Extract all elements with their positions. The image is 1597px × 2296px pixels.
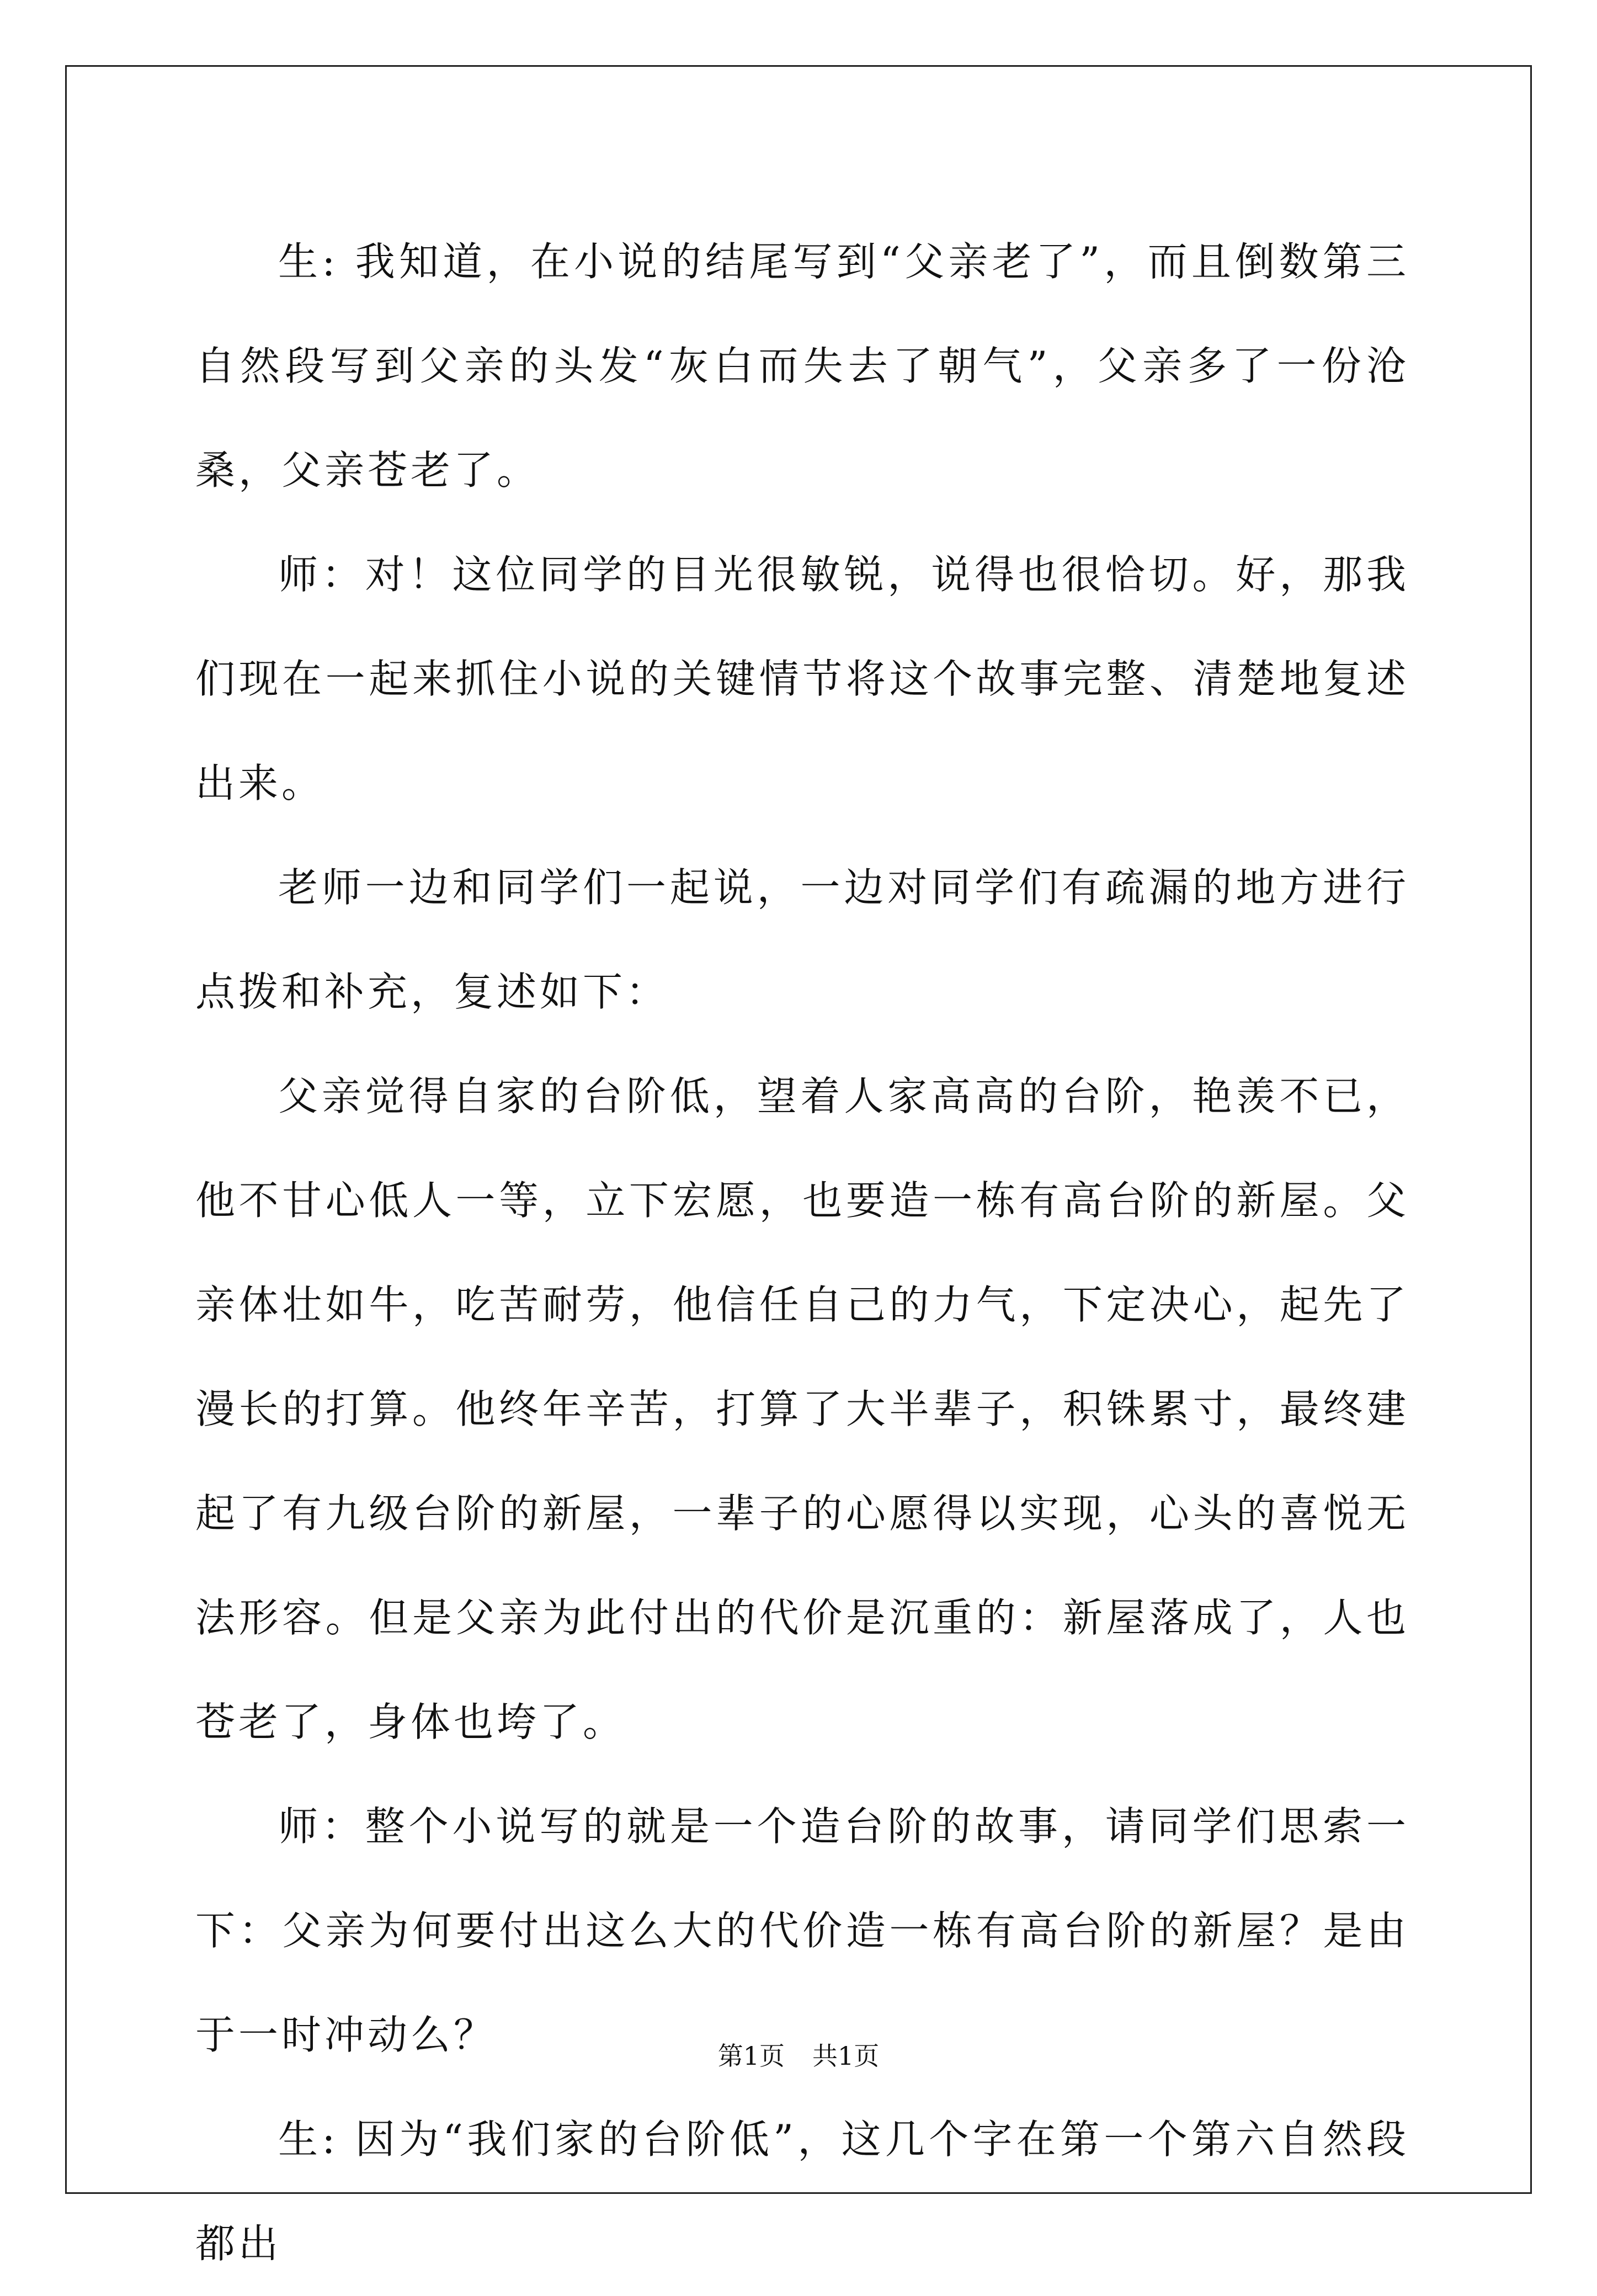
- paragraph-student-answer-2: 生: 因为“我们家的台阶低”，这几个字在第一个第六自然段都出: [195, 2116, 1409, 2267]
- paragraph-teacher-response-1: 师：对！这位同学的目光很敏锐，说得也很恰切。好，那我们现在一起来抓住小说的关键情节将这个故事完整、清楚地复述出来。: [195, 551, 1409, 806]
- page-footer: [0, 2039, 1597, 2072]
- paragraph-retelling: 父亲觉得自家的台阶低，望着人家高高的台阶，艳羡不已，他不甘心低人一等，立下宏愿，也要造一栋有高台阶的新屋。父亲体壮如牛，吃苦耐劳，他信任自己的力气，下定决心，起先了漫长的打算。他终年辛苦，打算了大半辈子，积铢累寸，最终建起了有九级台阶的新屋，一辈子的心愿得以实现，心头的喜悦无法形容。但是父亲为此付出的代价是沉重的：新屋落成了，人也苍老了，身体也垮了。: [195, 1073, 1409, 1745]
- paragraph-narration: 老师一边和同学们一起说，一边对同学们有疏漏的地方进行点拨和补充，复述如下：: [195, 864, 1409, 1015]
- paragraph-student-answer-1: 生: 我知道，在小说的结尾写到“父亲老了”，而且倒数第三自然段写到父亲的头发“灰白而失去了朝气”，父亲多了一份沧桑，父亲苍老了。: [195, 238, 1409, 493]
- page-number: 第1页: [717, 2041, 785, 2071]
- document-body: [195, 210, 1409, 2296]
- page-total: 共1页: [812, 2041, 880, 2071]
- paragraph-teacher-question: 师：整个小说写的就是一个造台阶的故事，请同学们思索一下：父亲为何要付出这么大的代价造一栋有高台阶的新屋？是由于一时冲动么？: [195, 1803, 1409, 2058]
